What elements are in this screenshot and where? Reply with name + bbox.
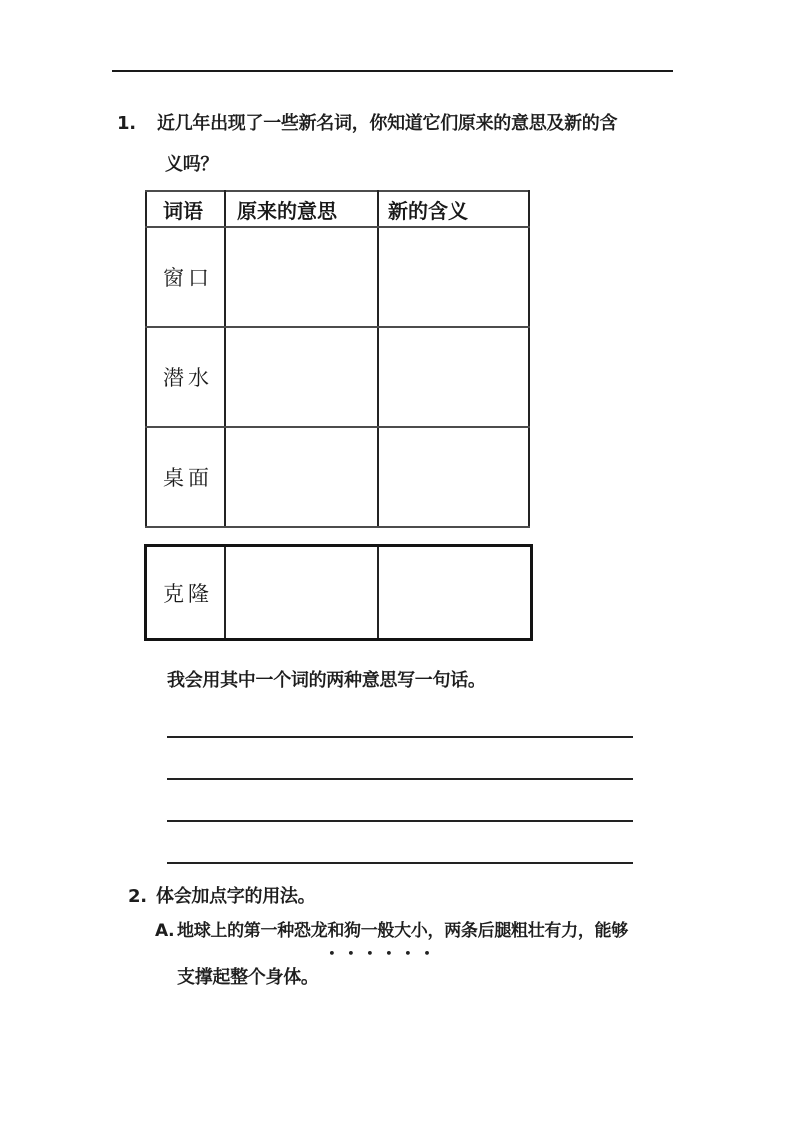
question-1-line1 bbox=[117, 111, 617, 137]
dotted-text: 和狗一般大小 bbox=[327, 921, 428, 941]
answer-blank-line bbox=[167, 862, 633, 864]
question-1-text: 近几年出现了一些新名词，你知道它们原来的意思及新的含 bbox=[157, 113, 618, 134]
sentence-writing-prompt: 我会用其中一个词的两种意思写一句话。 bbox=[167, 670, 486, 691]
question-2-number: 2. bbox=[128, 886, 147, 907]
clone-word-table bbox=[144, 544, 533, 641]
item-a-label: A. bbox=[155, 921, 175, 941]
item-a-dotted-phrase bbox=[327, 921, 443, 960]
question-1-line2: 义吗？ bbox=[165, 154, 219, 175]
word-cell: 窗口 bbox=[146, 227, 225, 327]
item-a-prefix: 地球上的第一种恐龙 bbox=[177, 921, 328, 941]
item-a-line2: 支撑起整个身体。 bbox=[177, 967, 319, 988]
new-meaning-cell-empty bbox=[378, 427, 529, 527]
emphasis-dots: •••••• bbox=[328, 947, 443, 960]
original-meaning-cell-empty bbox=[225, 546, 378, 640]
question-1-number: 1. bbox=[117, 113, 136, 134]
answer-blank-line bbox=[167, 736, 633, 738]
column-header-original-meaning: 原来的意思 bbox=[225, 191, 378, 227]
original-meaning-cell-empty bbox=[225, 227, 378, 327]
column-header-new-meaning: 新的含义 bbox=[378, 191, 529, 227]
table-row bbox=[146, 546, 532, 640]
table-header-row bbox=[146, 191, 529, 227]
table-row bbox=[146, 227, 529, 327]
item-a-line1 bbox=[155, 918, 628, 960]
original-meaning-cell-empty bbox=[225, 427, 378, 527]
word-cell: 桌面 bbox=[146, 427, 225, 527]
original-meaning-cell-empty bbox=[225, 327, 378, 427]
table-row bbox=[146, 427, 529, 527]
word-cell: 克隆 bbox=[146, 546, 225, 640]
table-row bbox=[146, 327, 529, 427]
new-meaning-cell-empty bbox=[378, 227, 529, 327]
item-a-suffix: ，两条后腿粗壮有力，能够 bbox=[427, 921, 628, 941]
word-cell: 潜水 bbox=[146, 327, 225, 427]
words-meaning-table bbox=[145, 190, 530, 528]
question-2-title: 体会加点字的用法。 bbox=[156, 886, 316, 907]
question-2-title-line bbox=[128, 884, 315, 910]
new-meaning-cell-empty bbox=[378, 327, 529, 427]
answer-blank-line bbox=[167, 778, 633, 780]
header-divider-line bbox=[112, 70, 673, 72]
answer-blank-line bbox=[167, 820, 633, 822]
column-header-word: 词语 bbox=[146, 191, 225, 227]
new-meaning-cell-empty bbox=[378, 546, 532, 640]
